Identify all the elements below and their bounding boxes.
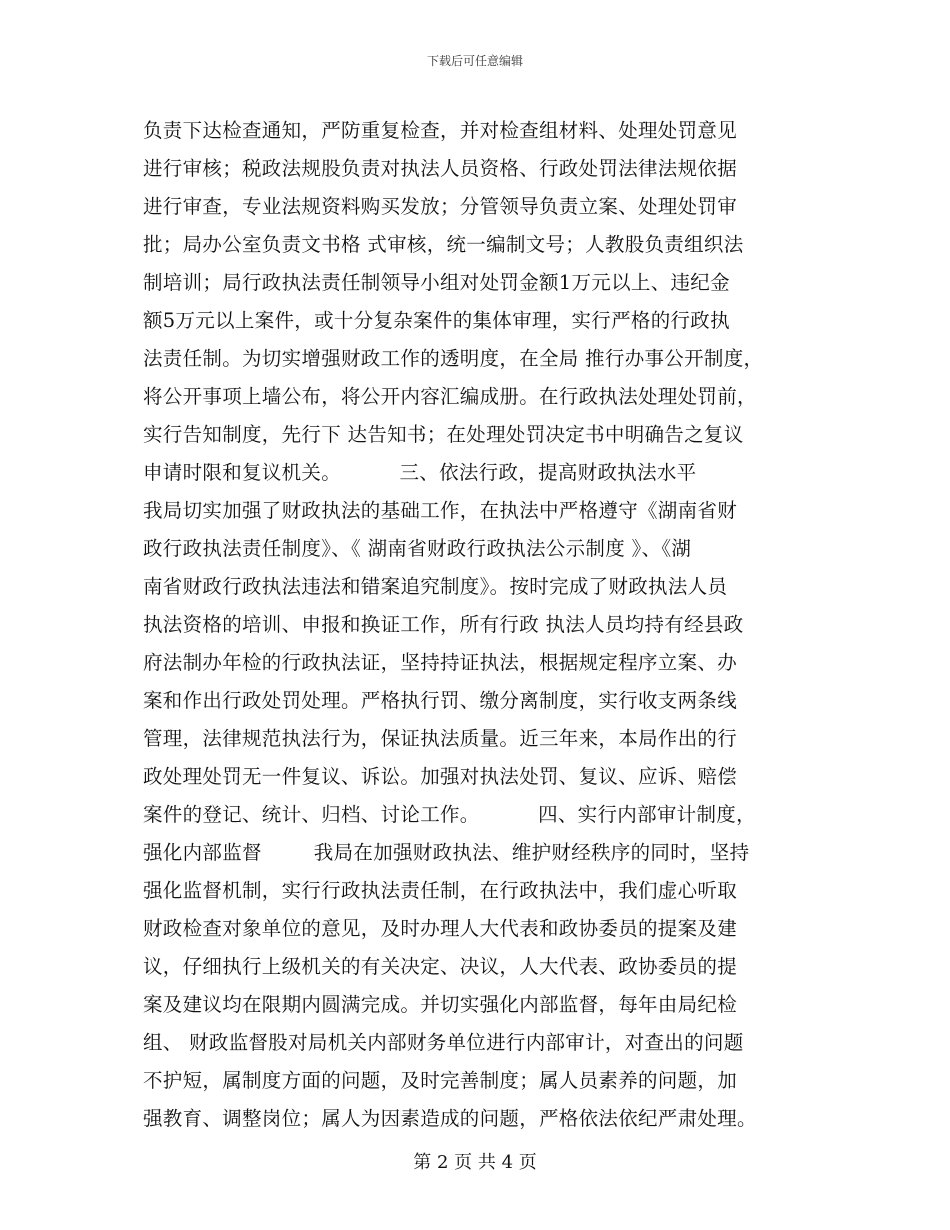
- text-line: 案及建议均在限期内圆满完成。并切实强化内部监督，每年由局纪检: [143, 993, 738, 1016]
- page-footer: 第 2 页 共 4 页: [413, 1152, 537, 1173]
- text-line: 案和作出行政处罚处理。严格执行罚、缴分离制度，实行收支两条线: [143, 689, 738, 712]
- text-line: 强教育、调整岗位；属人为因素造成的问题，严格依法依纪严肃处理。: [143, 1107, 757, 1130]
- text-line: 南省财政行政执法违法和错案追究制度》。按时完成了财政执法人员: [143, 575, 728, 598]
- text-line: 政处理处罚无一件复议、诉讼。加强对执法处罚、复议、应诉、赔偿: [143, 765, 738, 788]
- page-header: 下载后可任意编辑: [426, 54, 523, 68]
- text-line: 实行告知制度，先行下 达告知书；在处理处罚决定书中明确告之复议: [143, 423, 744, 446]
- text-line: 负责下达检查通知，严防重复检查，并对检查组材料、处理处罚意见: [143, 119, 738, 142]
- text-line: 批；局办公室负责文书格 式审核，统一编制文号；人教股负责组织法: [143, 233, 744, 256]
- text-line: 将公开事项上墙公布，将公开内容汇编成册。在行政执法处理处罚前，: [143, 385, 757, 408]
- text-line: 政行政执法责任制度》、《 湖南省财政行政执法公示制度 》、《湖: [143, 537, 692, 560]
- text-line: 额5万元以上案件，或十分复杂案件的集体审理，实行严格的行政执: [143, 309, 730, 332]
- text-line: 我局切实加强了财政执法的基础工作，在执法中严格遵守《湖南省财: [143, 499, 738, 522]
- text-line: 申请时限和复议机关。 三、依法行政，提高财政执法水平: [143, 461, 697, 484]
- text-line: 案件的登记、统计、归档、讨论工作。 四、实行内部审计制度，: [143, 803, 756, 826]
- text-line: 进行审核；税政法规股负责对执法人员资格、行政处罚法律法规依据: [143, 157, 738, 180]
- text-line: 法责任制。为切实增强财政工作的透明度，在全局 推行办事公开制度，: [143, 347, 764, 370]
- text-line: 议，仔细执行上级机关的有关决定、决议，人大代表、政协委员的提: [143, 955, 738, 978]
- document-body: [143, 112, 813, 1138]
- text-line: 强化内部监督 我局在加强财政执法、维护财经秩序的同时，坚持: [143, 841, 750, 864]
- text-line: 财政检查对象单位的意见，及时办理人大代表和政协委员的提案及建: [143, 917, 738, 940]
- text-line: 进行审查，专业法规资料购买发放；分管领导负责立案、处理处罚审: [143, 195, 738, 218]
- text-line: 管理，法律规范执法行为，保证执法质量。近三年来，本局作出的行: [143, 727, 738, 750]
- text-line: 制培训；局行政执法责任制领导小组对处罚金额1万元以上、违纪金: [143, 271, 730, 294]
- text-line: 强化监督机制，实行行政执法责任制，在行政执法中，我们虚心听取: [143, 879, 738, 902]
- text-line: 组、 财政监督股对局机关内部财务单位进行内部审计，对查出的问题: [143, 1031, 744, 1054]
- text-line: 府法制办年检的行政执法证，坚持持证执法，根据规定程序立案、办: [143, 651, 738, 674]
- text-line: 执法资格的培训、申报和换证工作，所有行政 执法人员均持有经县政: [143, 613, 744, 636]
- text-line: 不护短，属制度方面的问题，及时完善制度；属人员素养的问题，加: [143, 1069, 738, 1092]
